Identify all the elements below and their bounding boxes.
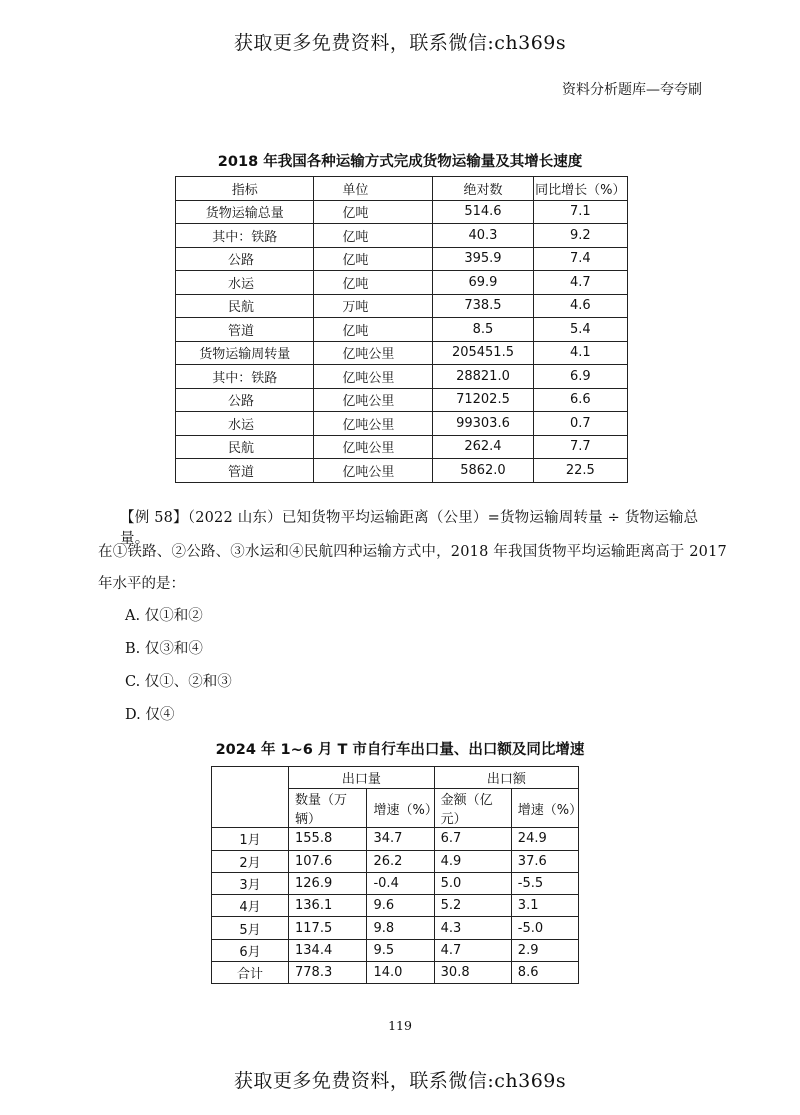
table-row [176, 200, 628, 224]
table-row [176, 271, 628, 295]
row-growth: 22.5 [533, 459, 627, 483]
row-absolute: 71202.5 [433, 388, 533, 412]
question-line-2: 在①铁路、②公路、③水运和④民航四种运输方式中，2018 年我国货物平均运输距离高于 2017 [98, 544, 727, 560]
table2-group-header-row [212, 767, 579, 789]
table-row [212, 850, 579, 872]
row-indicator: 民航 [176, 294, 314, 318]
row-amount: 5.0 [434, 872, 511, 894]
row-unit: 万吨 [314, 294, 433, 318]
header-amount: 金额（亿元） [434, 789, 511, 828]
row-unit: 亿吨公里 [314, 412, 433, 436]
row-unit: 亿吨公里 [314, 435, 433, 459]
row-growth: 4.7 [533, 271, 627, 295]
row-absolute: 205451.5 [433, 341, 533, 365]
row-growth: 0.7 [533, 412, 627, 436]
option-b: B. 仅③和④ [125, 641, 203, 657]
row-month: 合计 [212, 962, 289, 984]
row-amount: 6.7 [434, 828, 511, 850]
bicycle-export-table [211, 766, 583, 984]
row-absolute: 395.9 [433, 247, 533, 271]
row-growth: 7.4 [533, 247, 627, 271]
row-unit: 亿吨公里 [314, 388, 433, 412]
row-growth: 9.2 [533, 224, 627, 248]
question-line-1: 【例 58】（2022 山东）已知货物平均运输距离（公里）=货物运输周转量 ÷ 货物运输总量。 [120, 510, 699, 547]
row-amount-growth: -5.0 [511, 917, 578, 939]
row-quantity-growth: 34.7 [367, 828, 434, 850]
row-unit: 亿吨 [314, 318, 433, 342]
row-unit: 亿吨 [314, 271, 433, 295]
row-absolute: 99303.6 [433, 412, 533, 436]
row-month: 1月 [212, 828, 289, 850]
row-month: 3月 [212, 872, 289, 894]
question-line-3: 年水平的是： [98, 576, 185, 592]
header-quantity: 数量（万辆） [289, 789, 367, 828]
row-indicator: 其中：铁路 [176, 365, 314, 389]
table-row [212, 917, 579, 939]
row-amount-growth: 24.9 [511, 828, 578, 850]
header-month [212, 767, 289, 828]
table-row [176, 247, 628, 271]
row-growth: 6.6 [533, 388, 627, 412]
bottom-banner: 获取更多免费资料，联系微信:ch369s [233, 1070, 567, 1092]
table-row [176, 412, 628, 436]
running-header: 资料分析题库—夸夸刷 [562, 82, 702, 98]
top-banner: 获取更多免费资料，联系微信:ch369s [233, 32, 567, 54]
row-quantity: 134.4 [289, 939, 367, 961]
table2-title: 2024 年 1~6 月 T 市自行车出口量、出口额及同比增速 [215, 742, 585, 758]
table-row [176, 294, 628, 318]
row-growth: 7.7 [533, 435, 627, 459]
row-quantity: 136.1 [289, 895, 367, 917]
row-indicator: 管道 [176, 318, 314, 342]
table-row [212, 828, 579, 850]
option-a: A. 仅①和② [125, 608, 203, 624]
row-quantity: 126.9 [289, 872, 367, 894]
row-quantity-growth: 9.6 [367, 895, 434, 917]
row-indicator: 民航 [176, 435, 314, 459]
row-quantity: 107.6 [289, 850, 367, 872]
row-absolute: 262.4 [433, 435, 533, 459]
row-amount-growth: 2.9 [511, 939, 578, 961]
row-quantity-growth: 26.2 [367, 850, 434, 872]
row-month: 4月 [212, 895, 289, 917]
option-d: D. 仅④ [125, 707, 175, 723]
row-quantity: 778.3 [289, 962, 367, 984]
header-growth: 同比增长（%） [533, 177, 627, 201]
row-amount-growth: 37.6 [511, 850, 578, 872]
row-amount: 4.3 [434, 917, 511, 939]
row-unit: 亿吨公里 [314, 341, 433, 365]
row-quantity: 117.5 [289, 917, 367, 939]
table-row [176, 365, 628, 389]
row-amount: 30.8 [434, 962, 511, 984]
row-growth: 6.9 [533, 365, 627, 389]
row-indicator: 管道 [176, 459, 314, 483]
row-indicator: 货物运输总量 [176, 200, 314, 224]
header-export-value: 出口额 [434, 767, 578, 789]
row-quantity-growth: 9.5 [367, 939, 434, 961]
row-amount-growth: -5.5 [511, 872, 578, 894]
row-amount: 4.9 [434, 850, 511, 872]
table-row [212, 939, 579, 961]
row-absolute: 28821.0 [433, 365, 533, 389]
table-row [212, 895, 579, 917]
row-month: 2月 [212, 850, 289, 872]
row-indicator: 水运 [176, 412, 314, 436]
row-indicator: 货物运输周转量 [176, 341, 314, 365]
row-growth: 5.4 [533, 318, 627, 342]
table-row [176, 341, 628, 365]
row-indicator: 公路 [176, 247, 314, 271]
row-quantity-growth: 9.8 [367, 917, 434, 939]
row-unit: 亿吨 [314, 224, 433, 248]
row-month: 5月 [212, 917, 289, 939]
row-absolute: 738.5 [433, 294, 533, 318]
table-row [212, 872, 579, 894]
freight-table [175, 176, 628, 483]
header-export-volume: 出口量 [289, 767, 435, 789]
page-number: 119 [388, 1018, 412, 1033]
row-growth: 7.1 [533, 200, 627, 224]
row-month: 6月 [212, 939, 289, 961]
row-growth: 4.6 [533, 294, 627, 318]
row-absolute: 69.9 [433, 271, 533, 295]
row-amount-growth: 8.6 [511, 962, 578, 984]
row-amount: 5.2 [434, 895, 511, 917]
header-amount-growth: 增速（%） [511, 789, 578, 828]
table-row [176, 459, 628, 483]
row-indicator: 公路 [176, 388, 314, 412]
row-quantity: 155.8 [289, 828, 367, 850]
table-row [212, 962, 579, 984]
row-absolute: 40.3 [433, 224, 533, 248]
table-row [176, 318, 628, 342]
table1-title: 2018 年我国各种运输方式完成货物运输量及其增长速度 [217, 154, 583, 170]
row-absolute: 514.6 [433, 200, 533, 224]
row-unit: 亿吨公里 [314, 459, 433, 483]
header-quantity-growth: 增速（%） [367, 789, 434, 828]
row-unit: 亿吨 [314, 200, 433, 224]
row-indicator: 其中：铁路 [176, 224, 314, 248]
row-indicator: 水运 [176, 271, 314, 295]
table-row [176, 224, 628, 248]
row-unit: 亿吨 [314, 247, 433, 271]
header-indicator: 指标 [176, 177, 314, 201]
option-c: C. 仅①、②和③ [125, 674, 232, 690]
row-amount: 4.7 [434, 939, 511, 961]
row-quantity-growth: 14.0 [367, 962, 434, 984]
header-absolute: 绝对数 [433, 177, 533, 201]
row-unit: 亿吨公里 [314, 365, 433, 389]
row-amount-growth: 3.1 [511, 895, 578, 917]
row-quantity-growth: -0.4 [367, 872, 434, 894]
row-absolute: 5862.0 [433, 459, 533, 483]
row-growth: 4.1 [533, 341, 627, 365]
table-row [176, 388, 628, 412]
table-row [176, 435, 628, 459]
row-absolute: 8.5 [433, 318, 533, 342]
table1-header-row [176, 177, 628, 201]
header-unit: 单位 [314, 177, 433, 201]
